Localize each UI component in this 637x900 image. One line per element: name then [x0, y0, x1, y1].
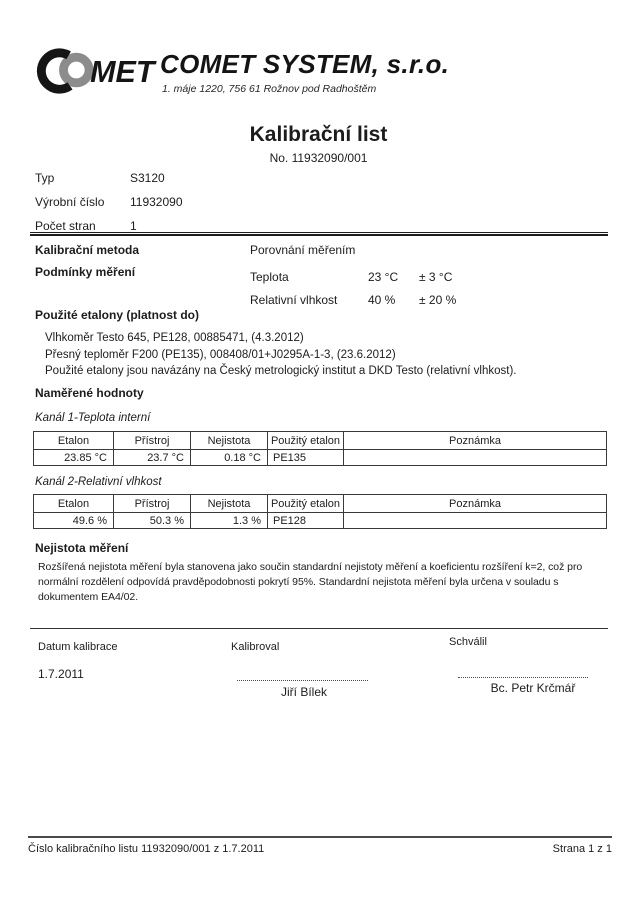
- etalons-list: [45, 330, 517, 380]
- channel-2-caption: Kanál 2-Relativní vlhkost: [35, 476, 162, 488]
- table-header-row: [34, 432, 607, 450]
- column-header-instrument: Přístroj: [114, 432, 191, 450]
- used-etalon-value: PE128: [268, 513, 344, 529]
- condition-name: Relativní vlhkost: [250, 292, 338, 307]
- etalons-heading: Použité etalony (platnost do): [35, 308, 199, 322]
- condition-tolerance: ± 3 °C: [419, 269, 453, 284]
- footer-page-indicator: Strana 1 z 1: [552, 843, 612, 855]
- condition-value: 23 °C: [368, 269, 399, 284]
- device-info: [35, 166, 183, 238]
- etalon-value: 23.85 °C: [34, 450, 114, 466]
- uncertainty-value: 1.3 %: [191, 513, 268, 529]
- header-text: [160, 44, 449, 95]
- column-header-note: Poznámka: [344, 495, 607, 513]
- serial-label: Výrobní číslo: [35, 195, 105, 209]
- calibrated-by-name: Jiří Bílek: [280, 685, 327, 699]
- calibration-date-value: 1.7.2011: [38, 667, 84, 681]
- calibrated-signature-line: [237, 680, 368, 681]
- svg-text:MET: MET: [90, 54, 155, 89]
- measurement-table-channel-2: [33, 494, 607, 529]
- etalon-line: Vlhkoměr Testo 645, PE128, 00885471, (4.3.2012): [45, 332, 304, 344]
- pages-label: Počet stran: [35, 219, 96, 233]
- table-header-row: [34, 495, 607, 513]
- approved-by-name: Bc. Petr Krčmář: [490, 681, 576, 695]
- instrument-value: 50.3 %: [114, 513, 191, 529]
- uncertainty-value: 0.18 °C: [191, 450, 268, 466]
- condition-tolerance: ± 20 %: [419, 292, 457, 307]
- certificate-number: No. 11932090/001: [269, 151, 368, 165]
- instrument-value: 23.7 °C: [114, 450, 191, 466]
- column-header-instrument: Přístroj: [114, 495, 191, 513]
- divider-thick: [30, 232, 608, 236]
- method-label: Kalibrační metoda: [35, 243, 140, 257]
- measurement-table-channel-1: [33, 431, 607, 466]
- column-header-uncertainty: Nejistota: [191, 495, 268, 513]
- table-row: [34, 513, 607, 529]
- footer-certificate-ref: Číslo kalibračního listu 11932090/001 z 1.7.2011: [28, 843, 265, 855]
- conditions-values: [250, 265, 456, 311]
- calibration-method: [35, 243, 355, 257]
- used-etalon-value: PE135: [268, 450, 344, 466]
- type-label: Typ: [35, 171, 55, 185]
- info-row-type: [35, 166, 183, 190]
- company-name: COMET SYSTEM, s.r.o.: [160, 49, 450, 79]
- document-header: [33, 44, 449, 100]
- etalon-line: Přesný teploměr F200 (PE135), 008408/01+J0295A-1-3, (23.6.2012): [45, 348, 396, 361]
- channel-1-caption: Kanál 1-Teplota interní: [35, 412, 151, 424]
- etalon-line: Použité etalony jsou navázány na Český metrologický institut a DKD Testo (relativní vlhkost).: [45, 365, 517, 377]
- company-address: 1. máje 1220, 756 61 Rožnov pod Radhoštěm: [162, 83, 377, 95]
- page-title: Kalibrační list: [249, 123, 388, 146]
- column-header-note: Poznámka: [344, 432, 607, 450]
- column-header-uncertainty: Nejistota: [191, 432, 268, 450]
- approved-signature-line: [458, 677, 588, 678]
- condition-value: 40 %: [368, 292, 396, 307]
- uncertainty-text: Rozšířená nejistota měření byla stanovena jako součin standardní nejistoty měření a koeficientu rozšíření k=2, což pro normální rozdělení odpovídá pravděpodobnosti pokrytí 95%. Standardní nejistota měření byla určena v souladu s dokumentem EA4/02.: [38, 561, 583, 603]
- condition-name: Teplota: [250, 269, 289, 284]
- calibrated-by-label: Kalibroval: [231, 641, 280, 653]
- column-header-etalon: Etalon: [34, 432, 114, 450]
- pages-value: 1: [130, 219, 137, 233]
- conditions-label: Podmínky měření: [35, 265, 136, 279]
- condition-row-temperature: [250, 265, 456, 288]
- method-value: Porovnání měřením: [250, 243, 356, 257]
- etalons-section: [35, 308, 517, 380]
- column-header-etalon: Etalon: [34, 495, 114, 513]
- divider-thin: [30, 628, 608, 629]
- uncertainty-heading: Nejistota měření: [35, 541, 129, 555]
- note-value: [344, 513, 607, 529]
- column-header-used-etalon: Použitý etalon: [268, 495, 344, 513]
- approved-by-label: Schválil: [449, 636, 487, 648]
- comet-logo-icon: [33, 44, 157, 100]
- footer-divider: [28, 836, 612, 838]
- note-value: [344, 450, 607, 466]
- info-row-serial: [35, 190, 183, 214]
- serial-value: 11932090: [130, 195, 183, 209]
- etalon-value: 49.6 %: [34, 513, 114, 529]
- page-footer: [28, 843, 612, 855]
- column-header-used-etalon: Použitý etalon: [268, 432, 344, 450]
- table-row: [34, 450, 607, 466]
- title-block: [0, 123, 637, 165]
- calibration-date-label: Datum kalibrace: [38, 641, 118, 653]
- measurement-conditions: [35, 265, 456, 311]
- measurements-heading: Naměřené hodnoty: [35, 386, 144, 400]
- type-value: S3120: [130, 171, 165, 185]
